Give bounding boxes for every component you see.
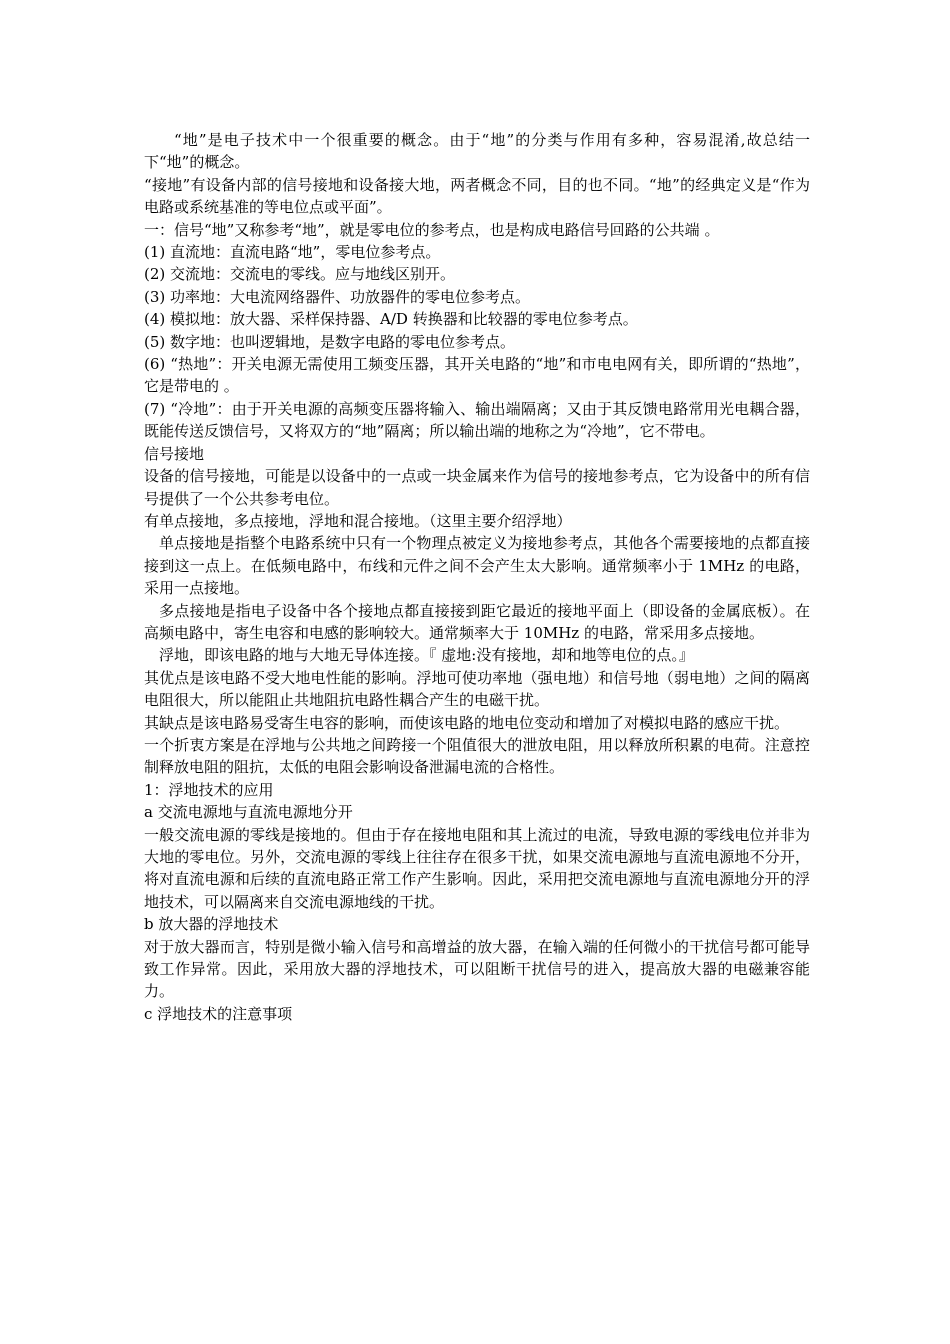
section-heading-floating-applications: 1：浮地技术的应用 [144,780,274,799]
list-item-power-ground: (3) 功率地：大电流网络器件、功放器件的零电位参考点。 [144,287,531,306]
subheading-ac-dc-separation: a 交流电源地与直流电源地分开 [144,803,353,822]
list-item-ac-ground: (2) 交流地：交流电的零线。应与地线区别开。 [144,265,456,284]
disadvantages-paragraph: 其缺点是该电路易受寄生电容的影响，而使该电路的地电位变动和增加了对模拟电路的感应干扰。 [144,713,790,732]
signal-ground-heading: 一：信号“地”又称参考“地”，就是零电位的参考点，也是构成电路信号回路的公共端 。 [144,220,720,239]
single-point-grounding-paragraph: 单点接地是指整个电路系统中只有一个物理点被定义为接地参考点，其他各个需要接地的点都直接接到这一点上。在低频电路中，布线和元件之间不会产生太大影响。通常频率小于 1MHz 的电路，采用一点接地。 [144,534,810,598]
document-body [144,129,810,1025]
list-item-analog-ground: (4) 模拟地：放大器、采样保持器、A/D 转换器和比较器的零电位参考点。 [144,310,638,329]
grounding-definition-paragraph: “接地”有设备内部的信号接地和设备接大地，两者概念不同，目的也不同。“地”的经典定义是“作为电路或系统基准的等电位点或平面”。 [144,175,810,217]
list-item-cold-ground: (7) “冷地”：由于开关电源的高频变压器将输入、输出端隔离；又由于其反馈电路常用光电耦合器，既能传送反馈信号，又将双方的“地”隔离；所以输出端的地称之为“冷地”，它不带电。 [144,399,810,441]
ac-dc-separation-paragraph: 一般交流电源的零线是接地的。但由于存在接地电阻和其上流过的电流，导致电源的零线电位并非为大地的零电位。另外，交流电源的零线上往往存在很多干扰，如果交流电源地与直流电源地不分开，将对直流电源和后续的直流电路正常工作产生影响。因此，采用把交流电源地与直流电源地分开的浮地技术，可以隔离来自交流电源地线的干扰。 [144,825,810,911]
amplifier-floating-paragraph: 对于放大器而言，特别是微小输入信号和高增益的放大器，在输入端的任何微小的干扰信号都可能导致工作异常。因此，采用放大器的浮地技术，可以阻断干扰信号的进入，提高放大器的电磁兼容能力。 [144,937,810,1001]
floating-ground-paragraph: 浮地，即该电路的地与大地无导体连接。『 虚地:没有接地，却和地等电位的点。』 [159,646,694,665]
subheading-amplifier-floating: b 放大器的浮地技术 [144,915,279,934]
section-heading-signal-grounding: 信号接地 [144,444,205,463]
intro-paragraph: “地”是电子技术中一个很重要的概念。由于“地”的分类与作用有多种，容易混淆,故总结一下“地”的概念。 [144,131,810,172]
compromise-paragraph: 一个折衷方案是在浮地与公共地之间跨接一个阻值很大的泄放电阻，用以释放所积累的电荷。注意控制释放电阻的阻抗，太低的电阻会影响设备泄漏电流的合格性。 [144,735,810,777]
multi-point-grounding-paragraph: 多点接地是指电子设备中各个接地点都直接接到距它最近的接地平面上（即设备的金属底板）。在高频电路中，寄生电容和电感的影响较大。通常频率大于 10MHz 的电路，常采用多点接地。 [144,601,810,642]
signal-grounding-paragraph: 设备的信号接地，可能是以设备中的一点或一块金属来作为信号的接地参考点，它为设备中的所有信号提供了一个公共参考电位。 [144,467,810,508]
grounding-types-paragraph: 有单点接地，多点接地，浮地和混合接地。（这里主要介绍浮地） [144,511,572,530]
list-item-hot-ground: (6) “热地”：开关电源无需使用工频变压器，其开关电路的“地”和市电电网有关，即所谓的“热地”，它是带电的 。 [144,355,810,396]
list-item-digital-ground: (5) 数字地：也叫逻辑地，是数字电路的零电位参考点。 [144,332,516,351]
advantages-paragraph: 其优点是该电路不受大地电性能的影响。浮地可使功率地（强电地）和信号地（弱电地）之间的隔离电阻很大，所以能阻止共地阻抗电路性耦合产生的电磁干扰。 [144,668,810,710]
list-item-dc-ground: (1) 直流地：直流电路“地”，零电位参考点。 [144,243,441,262]
subheading-floating-precautions: c 浮地技术的注意事项 [144,1004,293,1023]
